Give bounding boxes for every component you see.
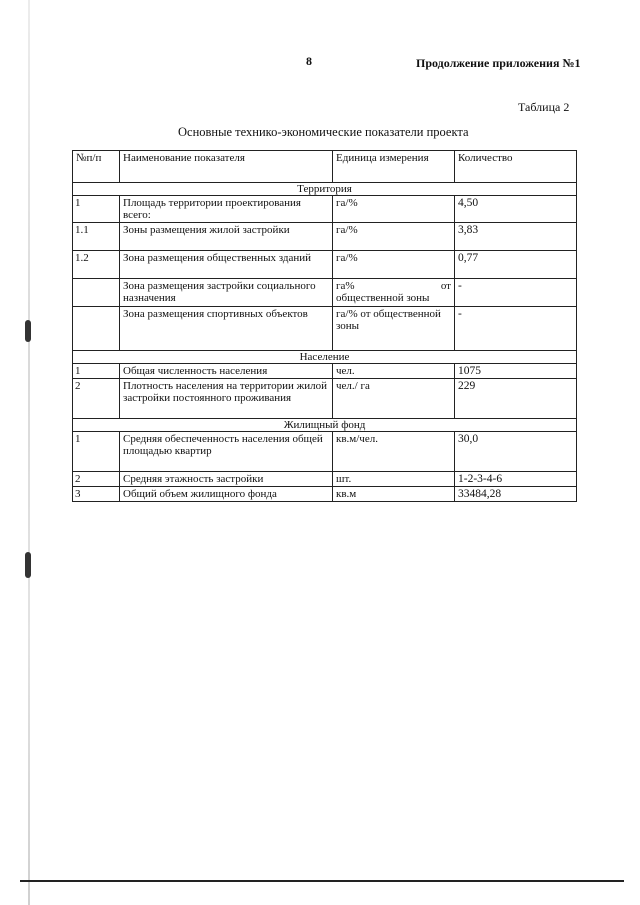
table-header-row (73, 151, 577, 183)
row-indicator-name: Средняя этажность застройки (120, 472, 333, 487)
row-indicator-name: Зона размещения общественных зданий (120, 251, 333, 279)
section-row-territory (73, 183, 577, 196)
row-number: 2 (73, 379, 120, 419)
row-number: 1 (73, 432, 120, 472)
row-quantity: 33484,28 (455, 487, 577, 502)
section-row-population (73, 351, 577, 364)
row-number: 2 (73, 472, 120, 487)
table-row (73, 223, 577, 251)
row-unit: га/% (333, 196, 455, 223)
row-number: 1 (73, 196, 120, 223)
row-indicator-name: Общий объем жилищного фонда (120, 487, 333, 502)
row-quantity: 1075 (455, 364, 577, 379)
row-quantity: 30,0 (455, 432, 577, 472)
row-number: 3 (73, 487, 120, 502)
section-title: Население (73, 351, 577, 364)
row-number (73, 279, 120, 307)
table-label: Таблица 2 (518, 100, 570, 114)
appendix-continuation: Продолжение приложения №1 (416, 56, 581, 70)
row-indicator-name: Плотность населения на территории жилой застройки постоянного проживания (120, 379, 333, 419)
table-row (73, 364, 577, 379)
table-row (73, 196, 577, 223)
table-row (73, 472, 577, 487)
binder-hole-mark (25, 552, 31, 578)
unit-part: общественной зоны (336, 292, 430, 304)
row-unit (333, 279, 455, 307)
table-row (73, 487, 577, 502)
row-indicator-name: Зона размещения спортивных объектов (120, 307, 333, 351)
scan-edge (28, 0, 30, 905)
unit-part: от (440, 280, 451, 292)
row-unit: кв.м/чел. (333, 432, 455, 472)
row-unit: чел./ га (333, 379, 455, 419)
column-header-name: Наименование показателя (120, 151, 333, 183)
row-indicator-name: Зоны размещения жилой застройки (120, 223, 333, 251)
scan-bottom-rule (20, 880, 624, 882)
row-unit: га/% (333, 251, 455, 279)
row-quantity: - (455, 279, 577, 307)
column-header-number: №п/п (73, 151, 120, 183)
table-row (73, 279, 577, 307)
row-unit: га/% от общественной зоны (333, 307, 455, 351)
table-row (73, 251, 577, 279)
row-indicator-name: Общая численность населения (120, 364, 333, 379)
row-quantity: 3,83 (455, 223, 577, 251)
section-title: Территория (73, 183, 577, 196)
section-row-housing (73, 419, 577, 432)
row-indicator-name: Площадь территории проектирования всего: (120, 196, 333, 223)
row-unit: кв.м (333, 487, 455, 502)
row-indicator-name: Средняя обеспеченность населения общей площадью квартир (120, 432, 333, 472)
row-unit: шт. (333, 472, 455, 487)
section-title: Жилищный фонд (73, 419, 577, 432)
indicators-table (72, 150, 577, 502)
row-quantity: - (455, 307, 577, 351)
page-number: 8 (306, 54, 312, 68)
table-row (73, 432, 577, 472)
column-header-unit: Единица измерения (333, 151, 455, 183)
row-indicator-name: Зона размещения застройки социального назначения (120, 279, 333, 307)
row-number: 1 (73, 364, 120, 379)
row-quantity: 229 (455, 379, 577, 419)
unit-part: га% (336, 280, 355, 292)
table-title: Основные технико-экономические показатели проекта (178, 125, 469, 139)
binder-hole-mark (25, 320, 31, 342)
column-header-quantity: Количество (455, 151, 577, 183)
row-quantity: 0,77 (455, 251, 577, 279)
row-quantity: 1-2-3-4-6 (455, 472, 577, 487)
row-number: 1.2 (73, 251, 120, 279)
table-row (73, 307, 577, 351)
row-unit: га/% (333, 223, 455, 251)
row-unit: чел. (333, 364, 455, 379)
row-number: 1.1 (73, 223, 120, 251)
row-number (73, 307, 120, 351)
table-row (73, 379, 577, 419)
unit-line (336, 280, 451, 292)
row-quantity: 4,50 (455, 196, 577, 223)
